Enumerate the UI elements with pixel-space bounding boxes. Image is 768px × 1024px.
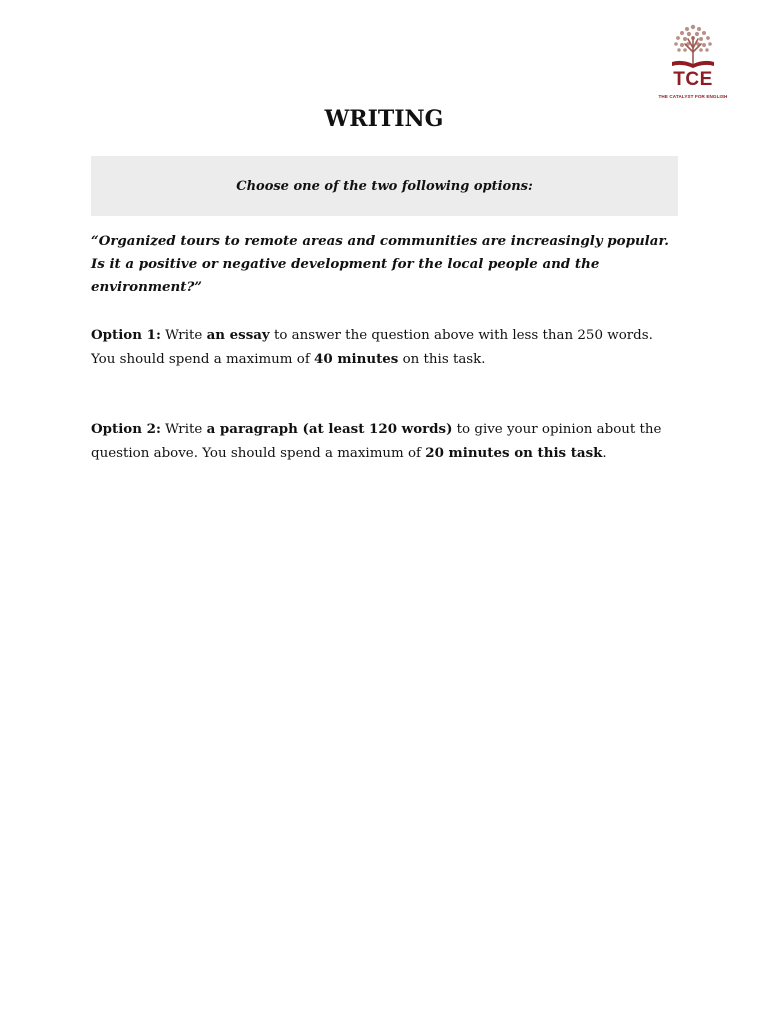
option-emphasis: 40 minutes xyxy=(314,350,399,367)
tree-book-icon xyxy=(658,22,728,72)
option-label: Option 1: xyxy=(91,327,161,343)
logo xyxy=(658,22,728,104)
logo-tagline: THE CATALYST FOR ENGLISH xyxy=(658,94,728,99)
logo-text: TCE xyxy=(673,69,713,90)
option-text: Write xyxy=(160,328,207,343)
option-emphasis: 20 minutes on this task xyxy=(425,444,603,461)
writing-prompt: “Organized tours to remote areas and communities are increasingly popular. Is it a positive or negative development for the local people and the environment?” xyxy=(91,233,669,295)
option-text: on this task. xyxy=(398,351,486,367)
option-text: to answer the question above with less than 250 words. You should spend a maximum of xyxy=(91,328,653,367)
option-text: to give your opinion about the question above. You should spend a maximum of xyxy=(91,422,662,461)
instruction-text: Choose one of the two following options: xyxy=(236,178,533,194)
option-1 xyxy=(91,324,681,371)
option-emphasis: an essay xyxy=(206,327,270,343)
page-title: WRITING xyxy=(324,106,444,132)
option-label: Option 2: xyxy=(91,421,161,437)
option-2 xyxy=(91,418,681,465)
instruction-box xyxy=(91,156,678,216)
option-text: . xyxy=(602,445,607,461)
option-text: Write xyxy=(160,422,207,437)
option-emphasis: a paragraph (at least 120 words) xyxy=(206,421,453,437)
